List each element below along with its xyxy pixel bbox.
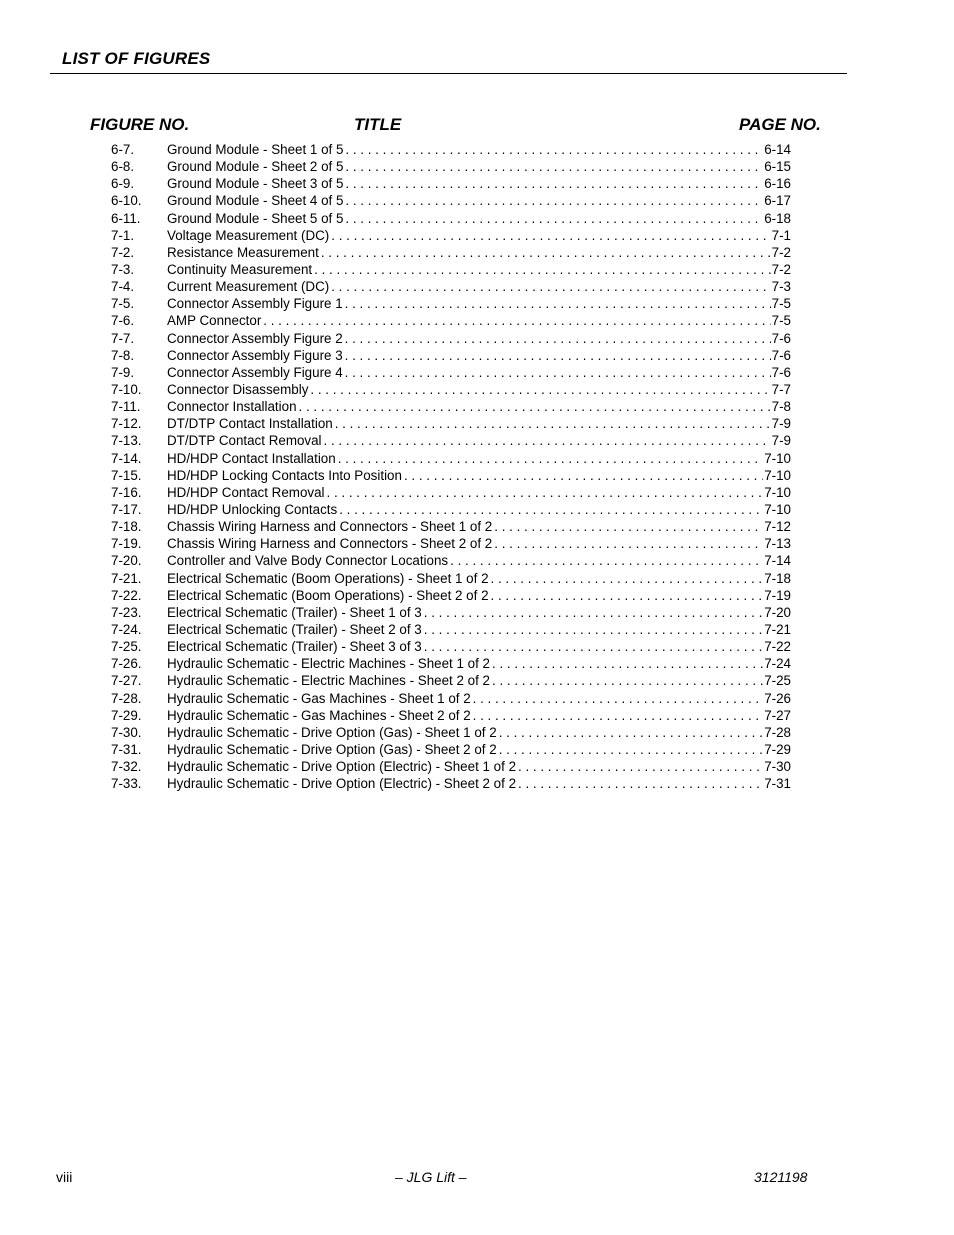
figure-list-item[interactable] xyxy=(111,278,791,295)
figure-number: 7-10. xyxy=(111,381,142,397)
figure-title: HD/HDP Locking Contacts Into Position xyxy=(167,467,402,483)
figure-page: 7-12 xyxy=(764,519,791,535)
figure-entry xyxy=(167,758,791,775)
dot-leader xyxy=(491,587,764,604)
figure-title: Hydraulic Schematic - Drive Option (Gas) - Sheet 2 of 2 xyxy=(167,741,497,757)
figure-title: Ground Module - Sheet 4 of 5 xyxy=(167,193,344,209)
figure-page: 7-21 xyxy=(764,621,791,637)
figure-entry xyxy=(167,775,791,792)
figure-entry xyxy=(167,192,791,209)
footer-publisher: – JLG Lift – xyxy=(395,1169,467,1185)
figure-entry xyxy=(167,484,791,501)
figure-title: Hydraulic Schematic - Electric Machines - Sheet 2 of 2 xyxy=(167,673,490,689)
column-header-page-no: PAGE NO. xyxy=(739,115,821,134)
figure-title: Electrical Schematic (Boom Operations) - Sheet 2 of 2 xyxy=(167,587,489,603)
figure-number: 7-27. xyxy=(111,673,142,689)
figure-title: Chassis Wiring Harness and Connectors - Sheet 1 of 2 xyxy=(167,519,493,535)
figure-title: Connector Assembly Figure 1 xyxy=(167,296,343,312)
figure-title: Hydraulic Schematic - Gas Machines - Sheet 1 of 2 xyxy=(167,690,471,706)
dot-leader xyxy=(321,244,771,261)
figure-number: 7-24. xyxy=(111,621,142,637)
figure-entry xyxy=(167,364,791,381)
dot-leader xyxy=(263,312,770,329)
figure-list-item[interactable] xyxy=(111,261,791,278)
dot-leader xyxy=(345,347,771,364)
figure-list xyxy=(111,141,791,792)
figure-title: Electrical Schematic (Boom Operations) - Sheet 1 of 2 xyxy=(167,570,489,586)
figure-entry xyxy=(167,278,791,295)
figure-page: 7-13 xyxy=(764,536,791,552)
column-header-title: TITLE xyxy=(354,115,402,134)
dot-leader xyxy=(299,398,771,415)
figure-number: 7-1. xyxy=(111,227,135,243)
figure-list-item[interactable] xyxy=(111,758,791,775)
figure-page: 6-14 xyxy=(764,142,791,157)
figure-entry xyxy=(167,295,791,312)
dot-leader xyxy=(345,175,763,192)
figure-number: 7-14. xyxy=(111,450,142,466)
figure-list-item[interactable] xyxy=(111,655,791,672)
figure-list-item[interactable] xyxy=(111,381,791,398)
figure-entry xyxy=(167,741,791,758)
dot-leader xyxy=(518,758,763,775)
figure-number: 7-7. xyxy=(111,330,135,346)
figure-entry xyxy=(167,467,791,484)
figure-entry xyxy=(167,141,791,158)
figure-number: 7-11. xyxy=(111,399,141,415)
figure-entry xyxy=(167,621,791,638)
dot-leader xyxy=(499,724,764,741)
dot-leader xyxy=(339,501,763,518)
figure-number: 6-7. xyxy=(111,142,135,157)
figure-list-item[interactable] xyxy=(111,295,791,312)
figure-page: 7-30 xyxy=(764,759,791,775)
figure-number: 7-25. xyxy=(111,639,142,655)
figure-list-item[interactable] xyxy=(111,621,791,638)
figure-list-item[interactable] xyxy=(111,467,791,484)
figure-page: 7-5 xyxy=(771,296,791,312)
figure-title: Current Measurement (DC) xyxy=(167,279,330,295)
figure-number: 7-15. xyxy=(111,467,142,483)
dot-leader xyxy=(424,621,763,638)
figure-title: Connector Assembly Figure 2 xyxy=(167,330,343,346)
figure-page: 7-1 xyxy=(771,227,791,243)
figure-list-item[interactable] xyxy=(111,552,791,569)
section-title: LIST OF FIGURES xyxy=(62,49,211,68)
dot-leader xyxy=(345,364,771,381)
figure-list-item[interactable] xyxy=(111,192,791,209)
figure-entry xyxy=(167,261,791,278)
figure-page: 7-18 xyxy=(764,570,791,586)
figure-number: 7-8. xyxy=(111,347,135,363)
dot-leader xyxy=(473,690,764,707)
figure-page: 7-26 xyxy=(764,690,791,706)
figure-number: 7-32. xyxy=(111,759,142,775)
figure-title: AMP Connector xyxy=(167,313,262,329)
figure-title: Electrical Schematic (Trailer) - Sheet 2 of 3 xyxy=(167,621,422,637)
figure-entry xyxy=(167,587,791,604)
figure-entry xyxy=(167,158,791,175)
figure-list-item[interactable] xyxy=(111,707,791,724)
figure-page: 7-31 xyxy=(764,776,791,792)
figure-list-item[interactable] xyxy=(111,432,791,449)
figure-title: HD/HDP Contact Installation xyxy=(167,450,336,466)
figure-title: Hydraulic Schematic - Drive Option (Electric) - Sheet 1 of 2 xyxy=(167,759,517,775)
figure-page: 7-3 xyxy=(771,279,791,295)
dot-leader xyxy=(450,552,763,569)
figure-number: 7-31. xyxy=(111,741,142,757)
figure-list-item[interactable] xyxy=(111,501,791,518)
figure-entry xyxy=(167,432,791,449)
figure-entry xyxy=(167,672,791,689)
figure-number: 7-26. xyxy=(111,656,142,672)
figure-number: 7-20. xyxy=(111,553,142,569)
figure-title: Connector Disassembly xyxy=(167,381,309,397)
figure-page: 7-20 xyxy=(764,604,791,620)
dot-leader xyxy=(335,415,771,432)
dot-leader xyxy=(331,278,770,295)
figure-entry xyxy=(167,330,791,347)
figure-entry xyxy=(167,398,791,415)
figure-entry xyxy=(167,707,791,724)
figure-entry xyxy=(167,175,791,192)
figure-page: 7-6 xyxy=(771,347,791,363)
figure-title: Hydraulic Schematic - Gas Machines - Sheet 2 of 2 xyxy=(167,707,471,723)
dot-leader xyxy=(494,518,763,535)
figure-entry xyxy=(167,415,791,432)
figure-list-item[interactable] xyxy=(111,450,791,467)
figure-list-item[interactable] xyxy=(111,158,791,175)
footer-page-label: viii xyxy=(56,1169,73,1185)
figure-entry xyxy=(167,501,791,518)
figure-title: DT/DTP Contact Installation xyxy=(167,416,333,432)
figure-title: DT/DTP Contact Removal xyxy=(167,433,322,449)
figure-title: Connector Installation xyxy=(167,399,297,415)
dot-leader xyxy=(424,604,763,621)
figure-page: 7-7 xyxy=(771,381,791,397)
dot-leader xyxy=(494,535,763,552)
figure-title: Ground Module - Sheet 5 of 5 xyxy=(167,210,344,226)
figure-list-item[interactable] xyxy=(111,690,791,707)
figure-entry xyxy=(167,518,791,535)
column-header-figure-no: FIGURE NO. xyxy=(90,115,190,134)
figure-page: 7-6 xyxy=(771,330,791,346)
dot-leader xyxy=(345,210,763,227)
figure-list-item[interactable] xyxy=(111,535,791,552)
figure-list-item[interactable] xyxy=(111,210,791,227)
figure-entry xyxy=(167,638,791,655)
figure-entry xyxy=(167,570,791,587)
figure-number: 7-22. xyxy=(111,587,142,603)
dot-leader xyxy=(345,330,771,347)
figure-title: Ground Module - Sheet 3 of 5 xyxy=(167,176,344,192)
dot-leader xyxy=(424,638,763,655)
figure-title: Controller and Valve Body Connector Locations xyxy=(167,553,449,569)
figure-page: 7-10 xyxy=(764,450,791,466)
figure-number: 7-19. xyxy=(111,536,142,552)
figure-number: 7-16. xyxy=(111,484,142,500)
figure-list-item[interactable] xyxy=(111,518,791,535)
dot-leader xyxy=(492,672,763,689)
figure-number: 7-30. xyxy=(111,724,142,740)
figure-number: 7-4. xyxy=(111,279,135,295)
figure-list-item[interactable] xyxy=(111,175,791,192)
figure-list-item[interactable] xyxy=(111,330,791,347)
figure-list-item[interactable] xyxy=(111,604,791,621)
figure-title: Connector Assembly Figure 4 xyxy=(167,364,343,380)
figure-list-item[interactable] xyxy=(111,398,791,415)
figure-number: 7-13. xyxy=(111,433,142,449)
figure-title: Electrical Schematic (Trailer) - Sheet 1 of 3 xyxy=(167,604,422,620)
figure-list-item[interactable] xyxy=(111,415,791,432)
figure-list-item[interactable] xyxy=(111,244,791,261)
figure-number: 7-5. xyxy=(111,296,135,312)
figure-title: Continuity Measurement xyxy=(167,261,313,277)
figure-page: 7-10 xyxy=(764,484,791,500)
figure-entry xyxy=(167,535,791,552)
figure-entry xyxy=(167,312,791,329)
figure-number: 7-2. xyxy=(111,244,135,260)
figure-number: 7-6. xyxy=(111,313,135,329)
figure-number: 7-21. xyxy=(111,570,142,586)
figure-title: Electrical Schematic (Trailer) - Sheet 3 of 3 xyxy=(167,639,422,655)
figure-page: 6-18 xyxy=(764,210,791,226)
figure-number: 7-18. xyxy=(111,519,142,535)
figure-list-item[interactable] xyxy=(111,570,791,587)
dot-leader xyxy=(338,450,763,467)
figure-entry xyxy=(167,655,791,672)
figure-entry xyxy=(167,552,791,569)
figure-page: 7-5 xyxy=(771,313,791,329)
figure-entry xyxy=(167,381,791,398)
dot-leader xyxy=(331,227,770,244)
dot-leader xyxy=(327,484,764,501)
figure-list-item[interactable] xyxy=(111,775,791,792)
figure-title: Hydraulic Schematic - Electric Machines - Sheet 1 of 2 xyxy=(167,656,490,672)
dot-leader xyxy=(473,707,764,724)
dot-leader xyxy=(492,655,763,672)
figure-entry xyxy=(167,347,791,364)
figure-page: 6-17 xyxy=(764,193,791,209)
figure-page: 7-28 xyxy=(764,724,791,740)
figure-page: 7-25 xyxy=(764,673,791,689)
figure-number: 7-17. xyxy=(111,501,142,517)
figure-number: 6-11. xyxy=(111,210,141,226)
figure-title: Resistance Measurement xyxy=(167,244,319,260)
figure-list-item[interactable] xyxy=(111,741,791,758)
figure-list-item[interactable] xyxy=(111,672,791,689)
figure-number: 6-10. xyxy=(111,193,142,209)
figure-page: 7-19 xyxy=(764,587,791,603)
figure-list-item[interactable] xyxy=(111,141,791,158)
figure-number: 7-23. xyxy=(111,604,142,620)
figure-page: 7-6 xyxy=(771,364,791,380)
figure-page: 7-9 xyxy=(771,433,791,449)
figure-entry xyxy=(167,724,791,741)
dot-leader xyxy=(310,381,770,398)
figure-list-item[interactable] xyxy=(111,587,791,604)
figure-entry xyxy=(167,690,791,707)
figure-number: 6-8. xyxy=(111,159,135,175)
figure-title: HD/HDP Contact Removal xyxy=(167,484,325,500)
figure-title: Connector Assembly Figure 3 xyxy=(167,347,343,363)
figure-number: 7-29. xyxy=(111,707,142,723)
figure-entry xyxy=(167,227,791,244)
figure-page: 7-2 xyxy=(771,261,791,277)
figure-title: Hydraulic Schematic - Drive Option (Electric) - Sheet 2 of 2 xyxy=(167,776,517,792)
figure-page: 7-2 xyxy=(771,244,791,260)
figure-list-item[interactable] xyxy=(111,484,791,501)
figure-title: Voltage Measurement (DC) xyxy=(167,227,330,243)
dot-leader xyxy=(345,192,763,209)
figure-title: Chassis Wiring Harness and Connectors - Sheet 2 of 2 xyxy=(167,536,493,552)
figure-list-item[interactable] xyxy=(111,312,791,329)
figure-title: Hydraulic Schematic - Drive Option (Gas) - Sheet 1 of 2 xyxy=(167,724,497,740)
figure-page: 6-15 xyxy=(764,159,791,175)
figure-list-item[interactable] xyxy=(111,724,791,741)
figure-page: 7-29 xyxy=(764,741,791,757)
dot-leader xyxy=(324,432,771,449)
figure-number: 7-33. xyxy=(111,776,142,792)
figure-page: 7-14 xyxy=(764,553,791,569)
dot-leader xyxy=(404,467,763,484)
figure-number: 6-9. xyxy=(111,176,135,192)
dot-leader xyxy=(314,261,771,278)
figure-page: 6-16 xyxy=(764,176,791,192)
figure-number: 7-3. xyxy=(111,261,135,277)
figure-page: 7-24 xyxy=(764,656,791,672)
figure-number: 7-28. xyxy=(111,690,142,706)
figure-title: Ground Module - Sheet 2 of 5 xyxy=(167,159,344,175)
figure-entry xyxy=(167,450,791,467)
dot-leader xyxy=(491,570,764,587)
figure-title: Ground Module - Sheet 1 of 5 xyxy=(167,142,344,157)
figure-page: 7-22 xyxy=(764,639,791,655)
figure-page: 7-10 xyxy=(764,467,791,483)
figure-entry xyxy=(167,604,791,621)
figure-list-item[interactable] xyxy=(111,347,791,364)
figure-entry xyxy=(167,210,791,227)
figure-list-item[interactable] xyxy=(111,638,791,655)
figure-number: 7-9. xyxy=(111,364,135,380)
figure-page: 7-9 xyxy=(771,416,791,432)
figure-list-item[interactable] xyxy=(111,364,791,381)
dot-leader xyxy=(345,158,763,175)
dot-leader xyxy=(499,741,764,758)
figure-page: 7-27 xyxy=(764,707,791,723)
dot-leader xyxy=(345,141,763,158)
figure-page: 7-10 xyxy=(764,501,791,517)
figure-entry xyxy=(167,244,791,261)
figure-title: HD/HDP Unlocking Contacts xyxy=(167,501,338,517)
dot-leader xyxy=(518,775,763,792)
figure-page: 7-8 xyxy=(771,399,791,415)
figure-number: 7-12. xyxy=(111,416,142,432)
dot-leader xyxy=(345,295,771,312)
footer-doc-number: 3121198 xyxy=(754,1169,808,1185)
figure-list-item[interactable] xyxy=(111,227,791,244)
header-rule xyxy=(50,73,847,74)
